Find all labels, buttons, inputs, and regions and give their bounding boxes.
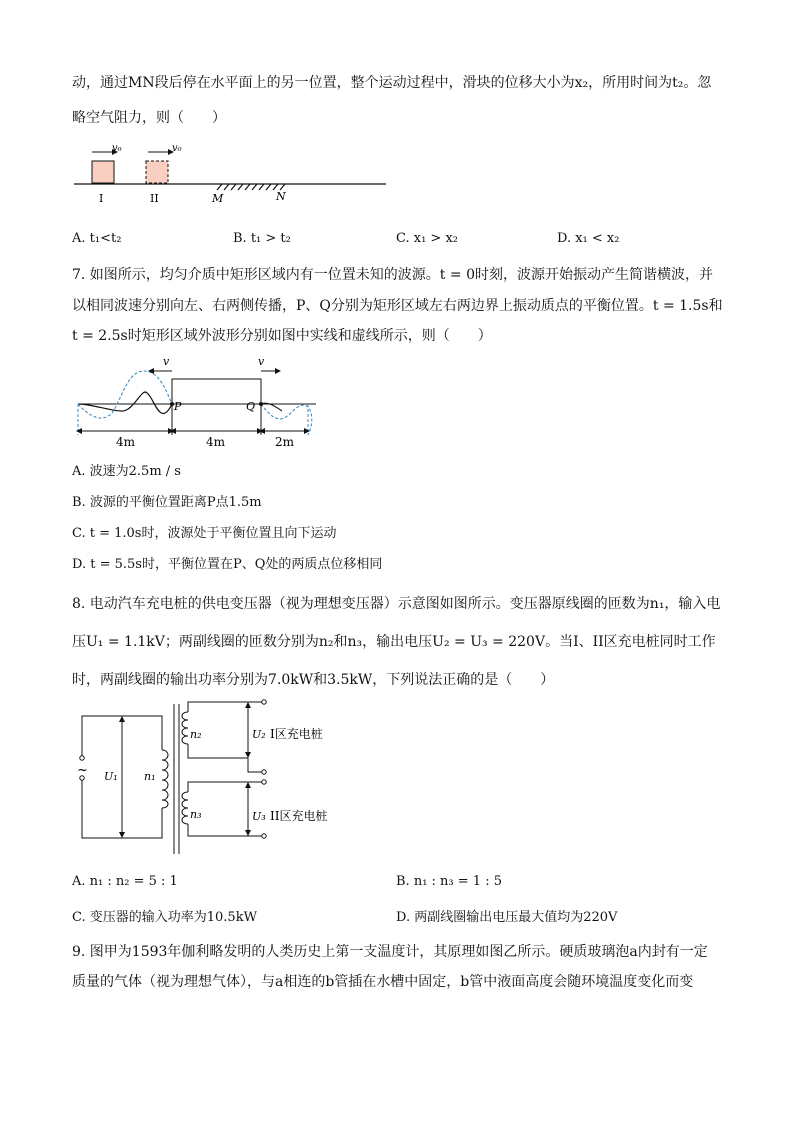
label-n2: n₂	[190, 728, 202, 741]
q7-option-a: A. 波速为2.5m / s	[72, 464, 181, 479]
label-v-right: v	[258, 355, 265, 368]
label-u1: U₁	[104, 770, 118, 783]
q7-text-line-1: 7. 如图所示，均匀介质中矩形区域内有一位置未知的波源。t = 0时刻，波源开始振动产生简谐横波，并	[72, 267, 713, 283]
q6-option-a: A. t₁<t₂	[72, 231, 122, 246]
label-zone-one: I区充电桩	[270, 727, 323, 741]
label-v-left: v	[163, 355, 170, 368]
label-zone-two: II区充电桩	[270, 809, 328, 823]
q7-option-c: C. t = 1.0s时，波源处于平衡位置且向下运动	[72, 526, 337, 541]
q7-text-line-3: t = 2.5s时矩形区域外波形分别如图中实线和虚线所示，则（ ）	[72, 328, 492, 344]
q6-option-c: C. x₁ > x₂	[396, 231, 458, 246]
q6-option-d: D. x₁ < x₂	[557, 231, 620, 246]
label-m: M	[212, 192, 224, 205]
label-dist-1: 4m	[116, 435, 136, 449]
q6-v0-label-2: v₀	[172, 143, 182, 154]
q6-text-line-1: 动，通过MN段后停在水平面上的另一位置，整个运动过程中，滑块的位移大小为x₂，所用时间为t₂。忽	[72, 75, 712, 91]
q9-text-line-1: 9. 图甲为1593年伽利略发明的人类历史上第一支温度计，其原理如图乙所示。硬质玻璃泡a内封有一定	[72, 944, 708, 960]
label-n: N	[276, 190, 286, 203]
label-u3: U₃	[252, 810, 266, 823]
block-two	[146, 161, 168, 183]
q8-figure-transformer	[72, 698, 372, 856]
q9-text-line-2: 质量的气体（视为理想气体），与a相连的b管插在水槽中固定，b管中液面高度会随环境温度变化而变	[72, 974, 694, 990]
label-dist-3: 2m	[275, 435, 295, 449]
q6-v0-label-1: v₀	[112, 143, 122, 154]
q7-figure-wave	[72, 353, 322, 453]
q6-option-b: B. t₁ > t₂	[233, 231, 291, 246]
q8-option-a: A. n₁ : n₂ = 5 : 1	[72, 874, 178, 889]
label-p: P	[174, 400, 182, 413]
q7-text-line-2: 以相同波速分别向左、右两侧传播，P、Q分别为矩形区域左右两边界上振动质点的平衡位置。t = 1.5s和	[72, 298, 723, 314]
q8-text-line-2: 压U₁ = 1.1kV；两副线圈的匝数分别为n₂和n₃，输出电压U₂ = U₃ = 220V。当I、II区充电桩同时工作	[72, 634, 716, 650]
label-n3: n₃	[190, 808, 202, 821]
q8-option-d: D. 两副线圈输出电压最大值均为220V	[396, 910, 618, 925]
label-u2: U₂	[252, 728, 266, 741]
q7-option-d: D. t = 5.5s时，平衡位置在P、Q处的两质点位移相同	[72, 557, 383, 572]
q8-option-c: C. 变压器的输入功率为10.5kW	[72, 910, 257, 925]
label-block-one: I	[99, 192, 104, 205]
label-q: Q	[246, 400, 256, 413]
q8-text-line-1: 8. 电动汽车充电桩的供电变压器（视为理想变压器）示意图如图所示。变压器原线圈的匝数为n₁，输入电	[72, 596, 721, 612]
q6-text-line-2: 略空气阻力，则（ ）	[72, 110, 226, 126]
label-ac-source: ~	[77, 763, 88, 778]
q8-text-line-3: 时，两副线圈的输出功率分别为7.0kW和3.5kW，下列说法正确的是（ ）	[72, 672, 555, 688]
label-n1: n₁	[144, 770, 156, 783]
q7-option-b: B. 波源的平衡位置距离P点1.5m	[72, 495, 262, 510]
q8-option-b: B. n₁ : n₃ = 1 : 5	[396, 874, 502, 889]
label-dist-2: 4m	[206, 435, 226, 449]
label-block-two: II	[150, 192, 159, 205]
block-one	[92, 161, 114, 183]
q6-figure-slider	[72, 140, 392, 208]
